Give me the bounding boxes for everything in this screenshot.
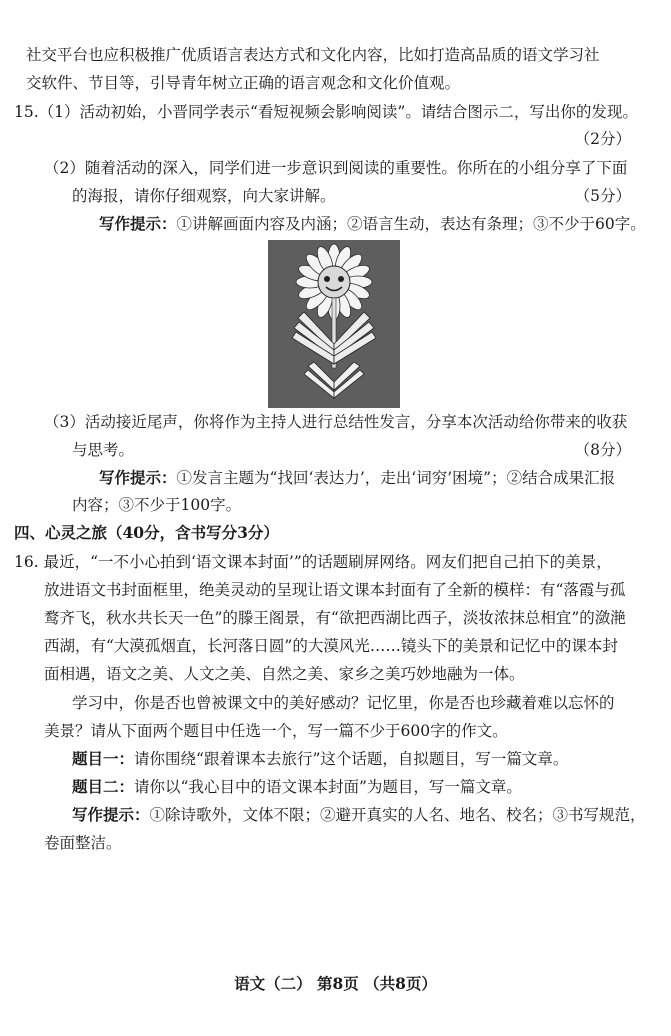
q15-part1-score: （2分） bbox=[574, 130, 631, 148]
q15-part3-line-2: 与思考。 bbox=[72, 441, 135, 459]
q16-para2-line-1: 学习中，你是否也曾被课文中的美好感动？记忆里，你是否也珍藏着难以忘怀的 bbox=[72, 694, 615, 712]
topic-label: 题目一： bbox=[72, 749, 135, 768]
q16-hint-2: 卷面整洁。 bbox=[44, 834, 122, 852]
q15-part1-text: 15.（1）活动初始，小晋同学表示“看短视频会影响阅读”。请结合图示二，写出你的发现。 bbox=[14, 103, 638, 121]
hint-label: 写作提示： bbox=[99, 214, 177, 233]
q16-hint-1 bbox=[72, 804, 646, 826]
q16-para2-line-2: 美景？请从下面两个题目中任选一个，写一篇不少于600字的作文。 bbox=[44, 722, 508, 740]
topic-label: 题目二： bbox=[72, 777, 135, 796]
page-footer: 语文（二） 第8页 （共8页） bbox=[234, 974, 437, 993]
q15-part2-line-1: （2）随着活动的深入，同学们进一步意识到阅读的重要性。你所在的小组分享了下面 bbox=[44, 159, 628, 177]
q16-topic-1 bbox=[72, 748, 568, 770]
topic-text: 请你围绕“跟着课本去旅行”这个话题，自拟题目，写一篇文章。 bbox=[134, 750, 569, 768]
q15-part3-hint-2: 内容；③不少于100字。 bbox=[72, 496, 242, 514]
flower-book-illustration bbox=[268, 240, 400, 408]
q15-part2-hint bbox=[99, 213, 646, 235]
q16-topic-2 bbox=[72, 776, 522, 798]
topic-text: 请你以“我心目中的语文课本封面”为题目，写一篇文章。 bbox=[134, 778, 522, 796]
intro-line-2: 交软件、节目等，引导青年树立正确的语言观念和文化价值观。 bbox=[26, 74, 461, 92]
hint-text: ①除诗歌外，文体不限；②避开真实的人名、地名、校名；③书写规范， bbox=[149, 806, 646, 824]
hint-label: 写作提示： bbox=[99, 468, 177, 487]
q16-line-4: 西湖，有“大漠孤烟直，长河落日圆”的大漠风光……镜头下的美景和记忆中的课本封 bbox=[44, 637, 618, 655]
q15-part3-line-1: （3）活动接近尾声，你将作为主持人进行总结性发言，分享本次活动给你带来的收获 bbox=[44, 413, 628, 431]
poster-image bbox=[268, 240, 400, 408]
q15-part3-hint-1 bbox=[99, 467, 615, 489]
q16-line-5: 面相遇，语文之美、人文之美、自然之美、家乡之美巧妙地融为一体。 bbox=[44, 665, 525, 683]
q16-line-2: 放进语文书封面框里，绝美灵动的呈现让语文课本封面有了全新的模样：有“落霞与孤 bbox=[44, 581, 626, 599]
hint-text: ①讲解画面内容及内涵；②语言生动，表达有条理；③不少于60字。 bbox=[176, 215, 646, 233]
q15-part2-line-2: 的海报，请你仔细观察，向大家讲解。 bbox=[72, 187, 336, 205]
q16-line-1: 16. 最近，“一不小心拍到‘语文课本封面’”的话题刷屏网络。网友们把自己拍下的美景， bbox=[14, 553, 612, 571]
q15-part2-score: （5分） bbox=[574, 187, 631, 205]
hint-label: 写作提示： bbox=[72, 805, 150, 824]
section-heading: 四、心灵之旅（40分，含书写分3分） bbox=[14, 523, 279, 542]
q16-line-3: 鹜齐飞，秋水共长天一色”的滕王阁景，有“欲把西湖比西子，淡妆浓抹总相宜”的潋滟 bbox=[44, 609, 626, 627]
hint-text: ①发言主题为“找回‘表达力’，走出‘词穷’困境”；②结合成果汇报 bbox=[176, 469, 616, 487]
intro-line-1: 社交平台也应积极推广优质语言表达方式和文化内容，比如打造高品质的语文学习社 bbox=[26, 46, 600, 64]
q15-part3-score: （8分） bbox=[574, 441, 631, 459]
